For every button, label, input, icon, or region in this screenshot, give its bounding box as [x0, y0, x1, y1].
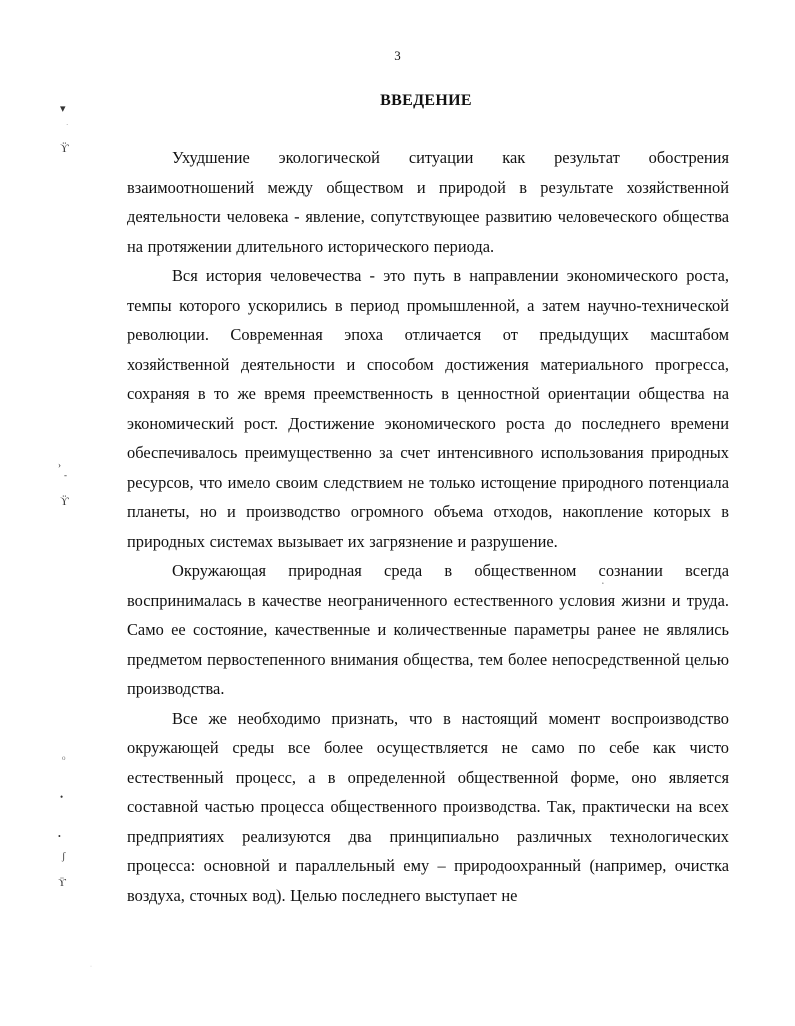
scan-speck: ‐ — [64, 470, 67, 480]
scan-speck: › — [58, 460, 61, 470]
scan-speck: ϔ — [58, 877, 66, 889]
page-number: 3 — [394, 48, 401, 63]
scan-speck: ▾ — [60, 103, 66, 115]
scan-speck: · — [66, 121, 69, 129]
paragraph-4: Все же необходимо признать, что в настоящий момент воспроизводство окружающей среды все более осуществляется не само по себе как чисто естественный процесс, а в определенной общественной форме, оно является составной частью процесса общественного производства. Так, практически на всех предприятиях реализуются два принципиально различных технологических процесса: основной и параллельный ему – природоохранный (например, очистка воздуха, сточных вод). Целью последнего выступает не — [127, 708, 729, 905]
scan-speck: • — [602, 582, 604, 587]
scan-speck: · — [90, 964, 92, 970]
scan-speck: ϔ — [60, 141, 69, 155]
paragraph-2: Вся история человечества - это путь в направлении экономического роста, темпы которого ускорились в период промышленной, а затем научно-технической революции. Современная эпоха отличается от предыдущих масштабом хозяйственной деятельности и способом достижения материального прогресса, сохраняя в то же время преемственность в ценностной ориентации общества на экономический рост. Достижение экономического роста до последнего времени обеспечивалось преимущественно за счет интенсивного использования природных ресурсов, что имело своим следствием не только истощение природного потенциала планеты, но и производство огромного объема отходов, накопление которых в природных системах вызывает их загрязнение и разрушение. — [127, 266, 729, 551]
scan-speck: ο — [62, 754, 66, 762]
scan-speck: • — [60, 792, 64, 802]
paragraph-3: Окружающая природная среда в общественном сознании всегда воспринималась в качестве неограниченного естественного условия жизни и труда. Само ее состояние, качественные и количественные параметры ранее не являлись предметом первостепенного внимания общества, тем более непосредственной целью производства. — [127, 561, 729, 698]
page-title: ВВЕДЕНИЕ — [380, 92, 472, 109]
scan-speck: ʃ — [62, 851, 66, 862]
document-body — [127, 143, 729, 910]
paragraph-1: Ухудшение экологической ситуации как результат обострения взаимоотношений между обществом и природой в результате хозяйственной деятельности человека - явление, сопутствующее развитию человеческого общества на протяжении длительного исторического периода. — [127, 148, 729, 256]
scan-speck: ϔ — [60, 494, 69, 508]
scan-speck: • — [58, 832, 61, 841]
